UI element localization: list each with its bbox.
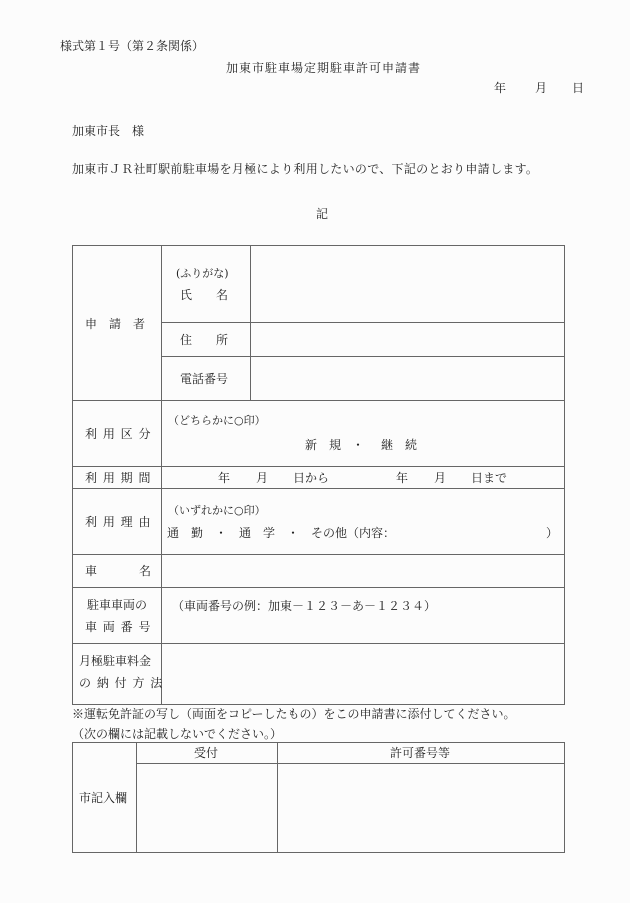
option-new[interactable]: 新 規 bbox=[305, 438, 342, 452]
usage-reason-options[interactable]: 通 勤 ・ 通 学 ・ その他（内容： bbox=[167, 526, 396, 540]
license-note: ※運転免許証の写し（両面をコピーしたもの）をこの申請書に添付してください。 bbox=[72, 707, 516, 721]
date-day-label: 日 bbox=[572, 81, 585, 95]
to-suffix: 日まで bbox=[471, 471, 508, 485]
permit-number-header: 許可番号等 bbox=[390, 746, 451, 760]
car-name-field[interactable] bbox=[163, 556, 563, 586]
payment-label-2: の 納 付 方 法 bbox=[79, 676, 164, 690]
vehicle-number-field[interactable] bbox=[163, 589, 563, 642]
date-month-label: 月 bbox=[535, 81, 548, 95]
option-continue[interactable]: 継 続 bbox=[381, 438, 418, 452]
office-use-label: 市記入欄 bbox=[79, 791, 128, 805]
payment-method-field[interactable] bbox=[163, 645, 563, 703]
ki-heading: 記 bbox=[316, 207, 329, 221]
usage-type-label: 利 用 区 分 bbox=[85, 427, 152, 441]
car-name-label-right: 名 bbox=[139, 564, 152, 578]
usage-type-note: （どちらかに○印） bbox=[168, 414, 266, 427]
address-label: 住 所 bbox=[180, 333, 229, 347]
furigana-label: (ふりがな) bbox=[176, 267, 229, 280]
intro-text: 加東市ＪＲ社町駅前駐車場を月極により利用したいので、下記のとおり申請します。 bbox=[72, 162, 539, 176]
payment-label-1: 月極駐車料金 bbox=[79, 654, 152, 668]
usage-reason-label: 利 用 理 由 bbox=[85, 515, 152, 529]
from-year-label: 年 bbox=[218, 471, 231, 485]
usage-period-label: 利 用 期 間 bbox=[85, 471, 152, 485]
from-suffix: 日から bbox=[293, 471, 330, 485]
usage-reason-note: （いずれかに○印） bbox=[168, 504, 266, 517]
to-month-label: 月 bbox=[434, 471, 447, 485]
vehicle-number-example: （車両番号の例：加東－１２３－あ－１２３４） bbox=[172, 599, 437, 613]
addressee: 加東市長 様 bbox=[72, 124, 145, 138]
usage-reason-close: ） bbox=[546, 526, 559, 540]
vehicle-number-label-1: 駐車車両の bbox=[87, 598, 148, 612]
name-field[interactable] bbox=[252, 247, 563, 321]
from-month-label: 月 bbox=[256, 471, 269, 485]
office-note: （次の欄には記載しないでください。） bbox=[72, 727, 283, 741]
vehicle-number-label-2: 車 両 番 号 bbox=[85, 620, 152, 634]
date-year-label: 年 bbox=[494, 81, 507, 95]
form-number: 様式第１号（第２条関係） bbox=[60, 39, 205, 53]
to-year-label: 年 bbox=[396, 471, 409, 485]
page-title: 加東市駐車場定期駐車許可申請書 bbox=[226, 61, 422, 75]
phone-field[interactable] bbox=[252, 358, 563, 399]
phone-label: 電話番号 bbox=[180, 372, 229, 386]
applicant-label: 申 請 者 bbox=[85, 317, 146, 331]
address-field[interactable] bbox=[252, 324, 563, 355]
reception-header: 受付 bbox=[194, 746, 219, 760]
usage-type-separator: ・ bbox=[352, 438, 365, 452]
car-name-label-left: 車 bbox=[85, 564, 98, 578]
name-label: 氏 名 bbox=[180, 288, 229, 302]
